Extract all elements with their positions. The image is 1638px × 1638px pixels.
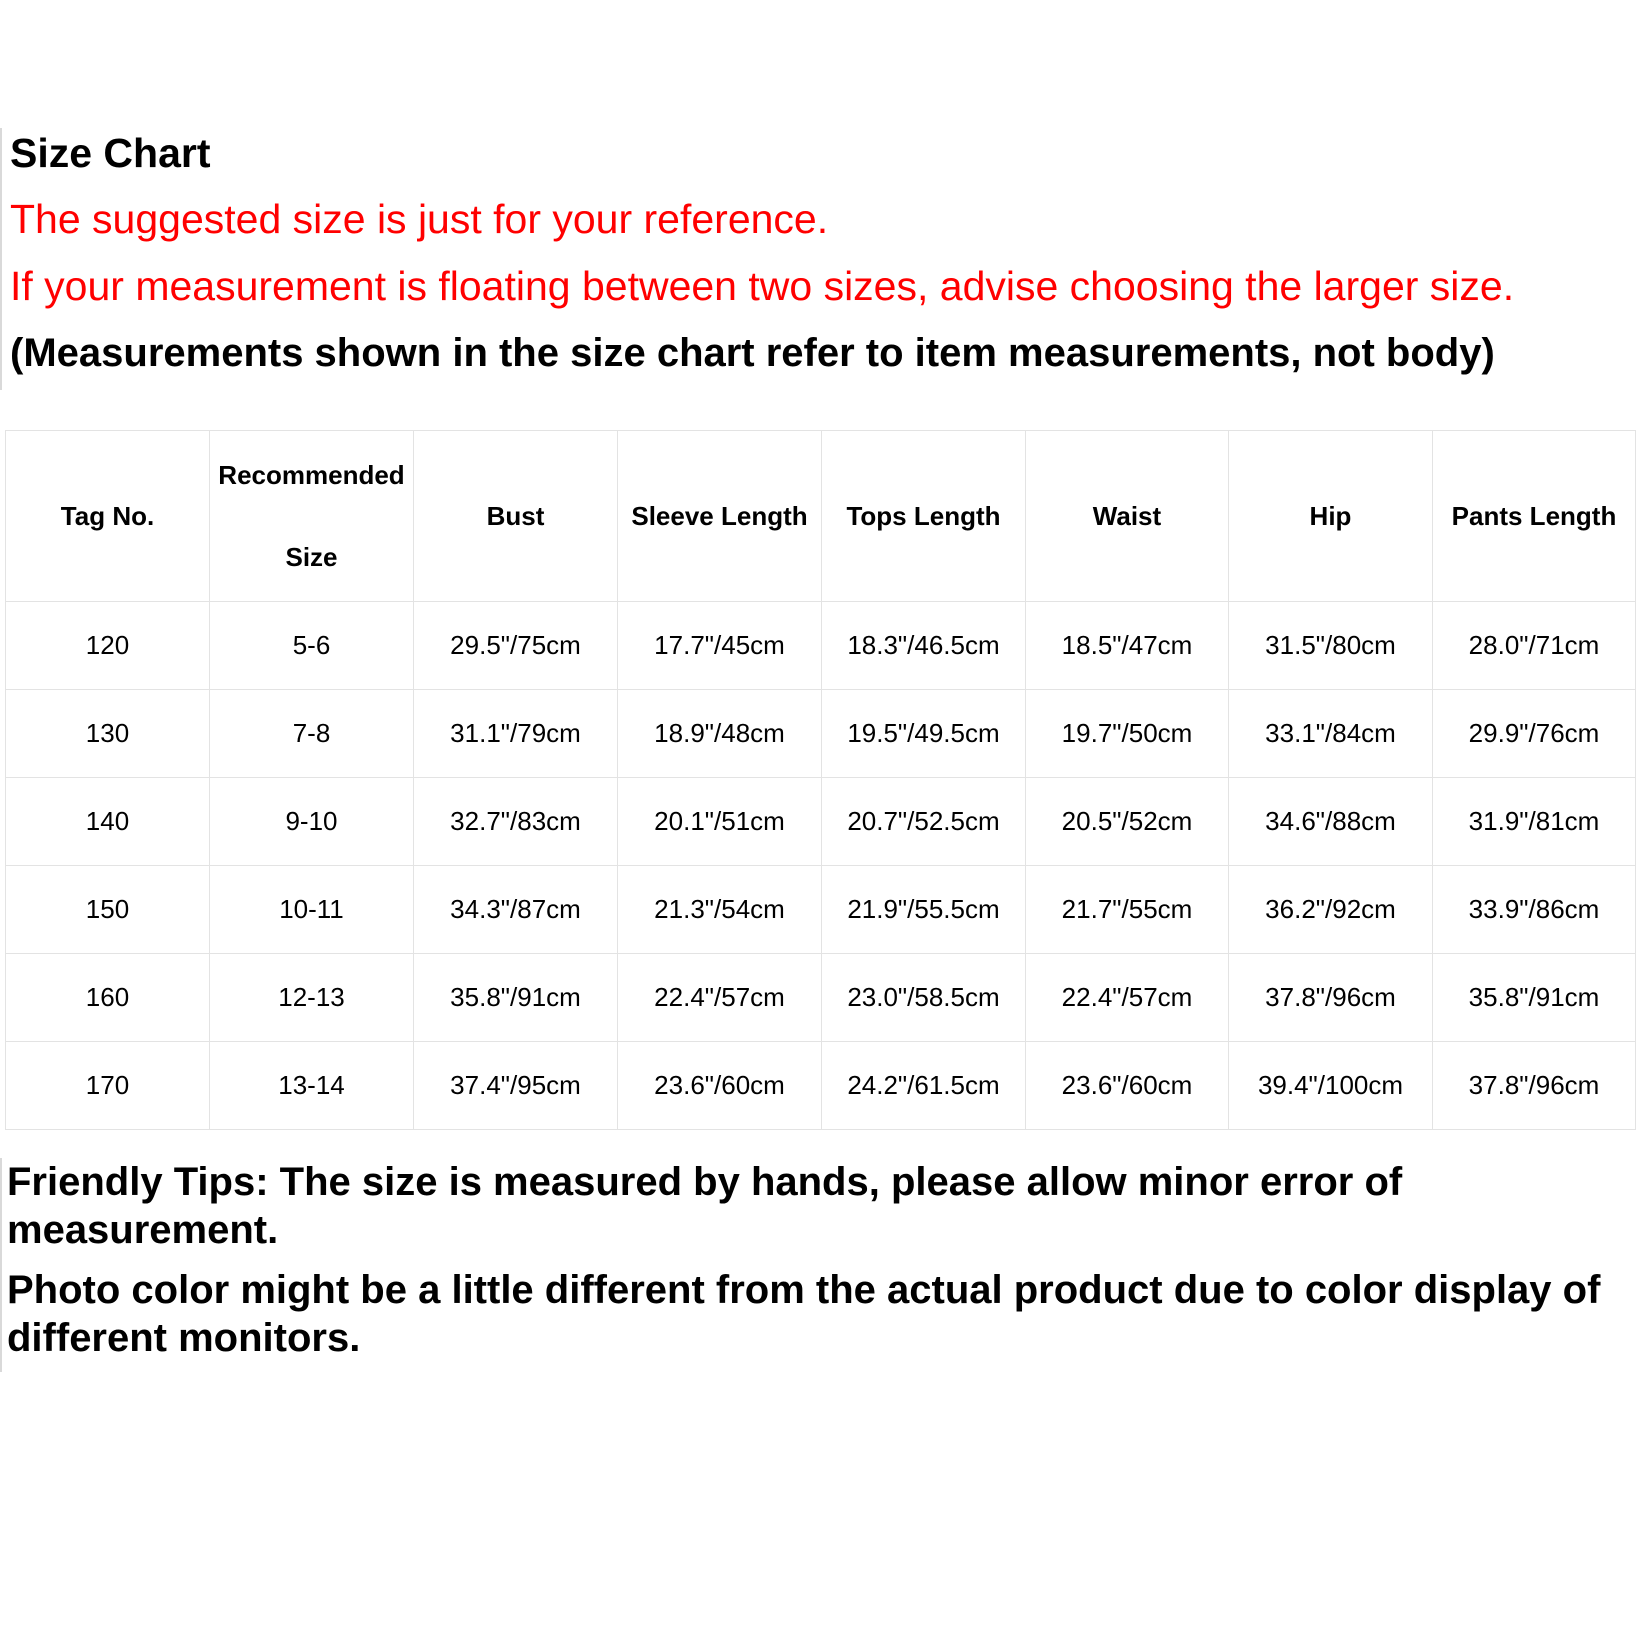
bust-cell: 37.4"/95cm: [414, 1042, 618, 1130]
item-measurements-note: (Measurements shown in the size chart refer to item measurements, not body): [10, 331, 1495, 375]
table-row: [6, 690, 1636, 778]
tops-length-cell: 21.9"/55.5cm: [822, 866, 1026, 954]
bust-cell: 32.7"/83cm: [414, 778, 618, 866]
waist-cell: 23.6"/60cm: [1026, 1042, 1229, 1130]
tag-no-cell: 160: [6, 954, 210, 1042]
tag-no-cell: 140: [6, 778, 210, 866]
hip-cell: 34.6"/88cm: [1229, 778, 1433, 866]
tag-no-cell: 120: [6, 602, 210, 690]
tag-no-cell: 170: [6, 1042, 210, 1130]
pants-length-cell: 35.8"/91cm: [1433, 954, 1636, 1042]
bust-cell: 29.5"/75cm: [414, 602, 618, 690]
bust-cell: 35.8"/91cm: [414, 954, 618, 1042]
column-header-recommended-size: [210, 431, 414, 602]
pants-length-cell: 29.9"/76cm: [1433, 690, 1636, 778]
column-header-hip: Hip: [1229, 431, 1433, 602]
measurement-error-tip: Friendly Tips: The size is measured by hands, please allow minor error of measurement.: [7, 1160, 1403, 1252]
table-row: [6, 866, 1636, 954]
hip-cell: 37.8"/96cm: [1229, 954, 1433, 1042]
recommended-size-cell: 7-8: [210, 690, 414, 778]
column-header-waist: Waist: [1026, 431, 1229, 602]
pants-length-cell: 28.0"/71cm: [1433, 602, 1636, 690]
column-header-tops-length: Tops Length: [822, 431, 1026, 602]
pants-length-cell: 33.9"/86cm: [1433, 866, 1636, 954]
size-table: [5, 430, 1636, 1130]
pants-length-cell: 31.9"/81cm: [1433, 778, 1636, 866]
recommended-size-cell: 12-13: [210, 954, 414, 1042]
table-header-row: [6, 431, 1636, 602]
bust-cell: 34.3"/87cm: [414, 866, 618, 954]
column-header-bust: Bust: [414, 431, 618, 602]
sleeve-length-cell: 17.7"/45cm: [618, 602, 822, 690]
tops-length-cell: 19.5"/49.5cm: [822, 690, 1026, 778]
color-difference-tip: Photo color might be a little different from the actual product due to color display of different monitors.: [7, 1268, 1601, 1360]
tops-length-cell: 18.3"/46.5cm: [822, 602, 1026, 690]
waist-cell: 18.5"/47cm: [1026, 602, 1229, 690]
column-header-pants-length: Pants Length: [1433, 431, 1636, 602]
hip-cell: 39.4"/100cm: [1229, 1042, 1433, 1130]
recommended-size-label: Recommended Size: [218, 460, 405, 572]
reference-note: The suggested size is just for your reference.: [10, 196, 829, 242]
waist-cell: 19.7"/50cm: [1026, 690, 1229, 778]
column-header-sleeve-length: Sleeve Length: [618, 431, 822, 602]
table-row: [6, 602, 1636, 690]
sleeve-length-cell: 22.4"/57cm: [618, 954, 822, 1042]
hip-cell: 31.5"/80cm: [1229, 602, 1433, 690]
recommended-size-cell: 5-6: [210, 602, 414, 690]
recommended-size-cell: 9-10: [210, 778, 414, 866]
recommended-size-cell: 13-14: [210, 1042, 414, 1130]
page-title: Size Chart: [10, 130, 211, 176]
pants-length-cell: 37.8"/96cm: [1433, 1042, 1636, 1130]
friendly-tips: [0, 1158, 1638, 1372]
sleeve-length-cell: 18.9"/48cm: [618, 690, 822, 778]
table-row: [6, 778, 1636, 866]
waist-cell: 22.4"/57cm: [1026, 954, 1229, 1042]
hip-cell: 33.1"/84cm: [1229, 690, 1433, 778]
table-row: [6, 954, 1636, 1042]
waist-cell: 21.7"/55cm: [1026, 866, 1229, 954]
tag-no-cell: 150: [6, 866, 210, 954]
bust-cell: 31.1"/79cm: [414, 690, 618, 778]
tops-length-cell: 24.2"/61.5cm: [822, 1042, 1026, 1130]
sleeve-length-cell: 21.3"/54cm: [618, 866, 822, 954]
sleeve-length-cell: 20.1"/51cm: [618, 778, 822, 866]
column-header-tag-no: Tag No.: [6, 431, 210, 602]
recommended-size-cell: 10-11: [210, 866, 414, 954]
sleeve-length-cell: 23.6"/60cm: [618, 1042, 822, 1130]
hip-cell: 36.2"/92cm: [1229, 866, 1433, 954]
tag-no-cell: 130: [6, 690, 210, 778]
table-row: [6, 1042, 1636, 1130]
size-chart-header: [0, 128, 1638, 390]
tops-length-cell: 23.0"/58.5cm: [822, 954, 1026, 1042]
larger-size-advice: If your measurement is floating between two sizes, advise choosing the larger size.: [10, 263, 1515, 309]
tops-length-cell: 20.7"/52.5cm: [822, 778, 1026, 866]
waist-cell: 20.5"/52cm: [1026, 778, 1229, 866]
